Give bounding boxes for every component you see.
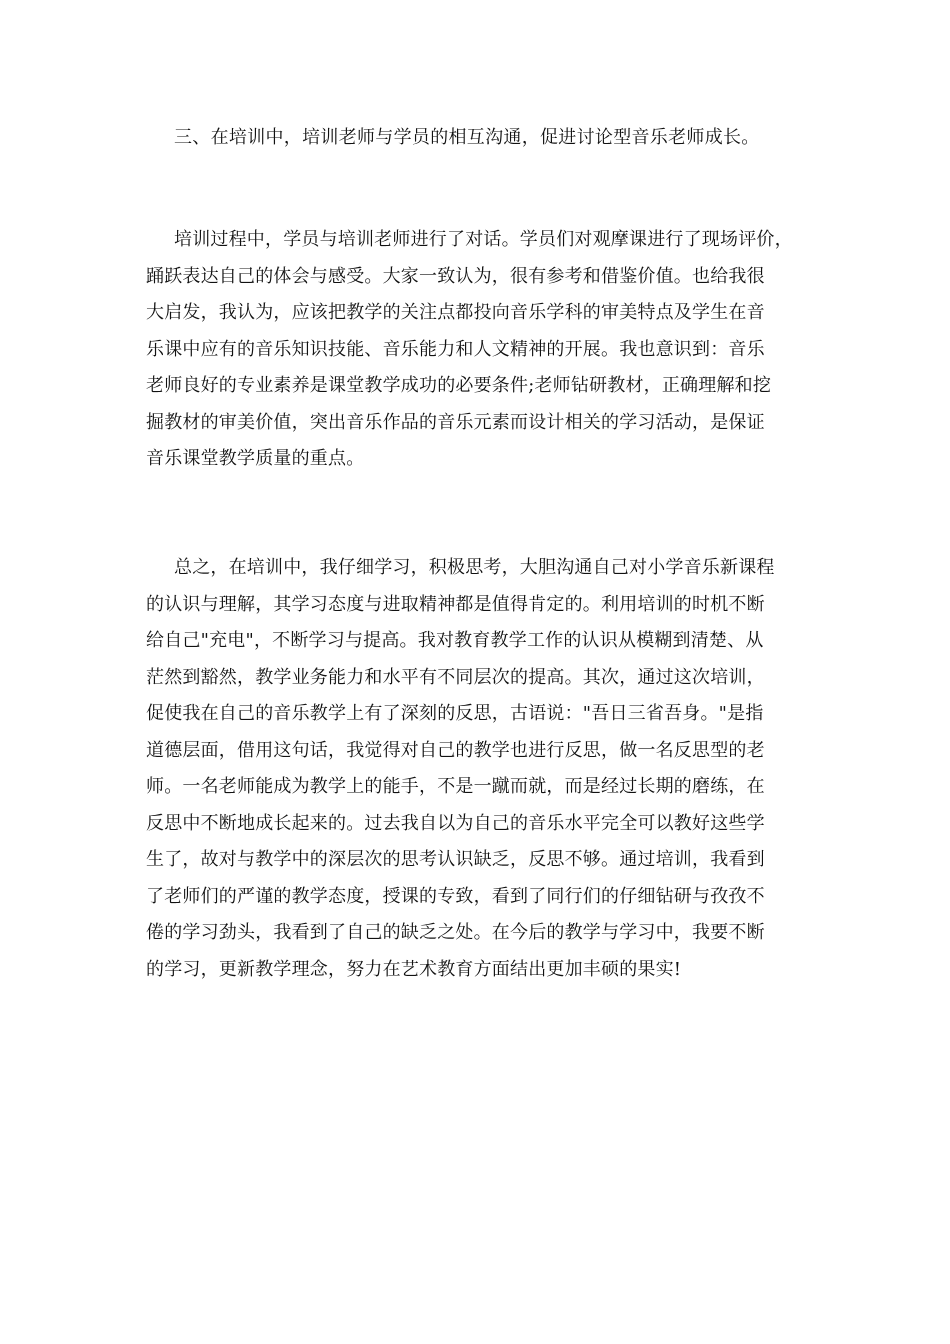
paragraph-line: 道德层面，借用这句话，我觉得对自己的教学也进行反思，做一名反思型的老	[146, 739, 765, 761]
paragraph-line: 了老师们的严谨的教学态度，授课的专致，看到了同行们的仔细钻研与孜孜不	[146, 885, 765, 907]
paragraph-line: 的学习，更新教学理念，努力在艺术教育方面结出更加丰硕的果实!	[146, 958, 682, 980]
paragraph-line: 茫然到豁然，教学业务能力和水平有不同层次的提高。其次，通过这次培训，	[146, 666, 765, 688]
paragraph-line: 倦的学习劲头，我看到了自己的缺乏之处。在今后的教学与学习中，我要不断	[146, 922, 765, 943]
paragraph-line: 大启发，我认为，应该把教学的关注点都投向音乐学科的审美特点及学生在音	[146, 302, 765, 323]
paragraph-line: 总之，在培训中，我仔细学习，积极思考，大胆沟通自己对小学音乐新课程	[174, 557, 775, 578]
paragraph-line: 培训过程中，学员与培训老师进行了对话。学员们对观摩课进行了现场评价，	[174, 229, 793, 250]
paragraph-line: 促使我在自己的音乐教学上有了深刻的反思，古语说："吾日三省吾身。"是指	[146, 703, 764, 724]
paragraph-line: 音乐课堂教学质量的重点。	[146, 448, 365, 469]
paragraph-line: 师。一名老师能成为教学上的能手，不是一蹴而就，而是经过长期的磨练，在	[146, 776, 765, 797]
paragraph-line: 生了，故对与教学中的深层次的思考认识缺乏，反思不够。通过培训，我看到	[146, 849, 765, 870]
paragraph-line: 踊跃表达自己的体会与感受。大家一致认为，很有参考和借鉴价值。也给我很	[146, 265, 765, 287]
paragraph-conclusion	[146, 550, 806, 988]
paragraph-line: 乐课中应有的音乐知识技能、音乐能力和人文精神的开展。我也意识到：音乐	[146, 338, 765, 360]
section-heading: 三、在培训中，培训老师与学员的相互沟通，促进讨论型音乐老师成长。	[174, 127, 760, 148]
paragraph-line: 给自己"充电"，不断学习与提高。我对教育教学工作的认识从模糊到清楚、从	[146, 630, 764, 651]
paragraph-line: 的认识与理解，其学习态度与进取精神都是值得肯定的。利用培训的时机不断	[146, 593, 765, 615]
paragraph-line: 反思中不断地成长起来的。过去我自以为自己的音乐水平完全可以教好这些学	[146, 812, 765, 834]
paragraph-training-dialogue	[146, 222, 806, 478]
paragraph-line: 老师良好的专业素养是课堂教学成功的必要条件;老师钻研教材，正确理解和挖	[146, 375, 772, 396]
paragraph-line: 掘教材的审美价值，突出音乐作品的音乐元素而设计相关的学习活动，是保证	[146, 411, 765, 433]
